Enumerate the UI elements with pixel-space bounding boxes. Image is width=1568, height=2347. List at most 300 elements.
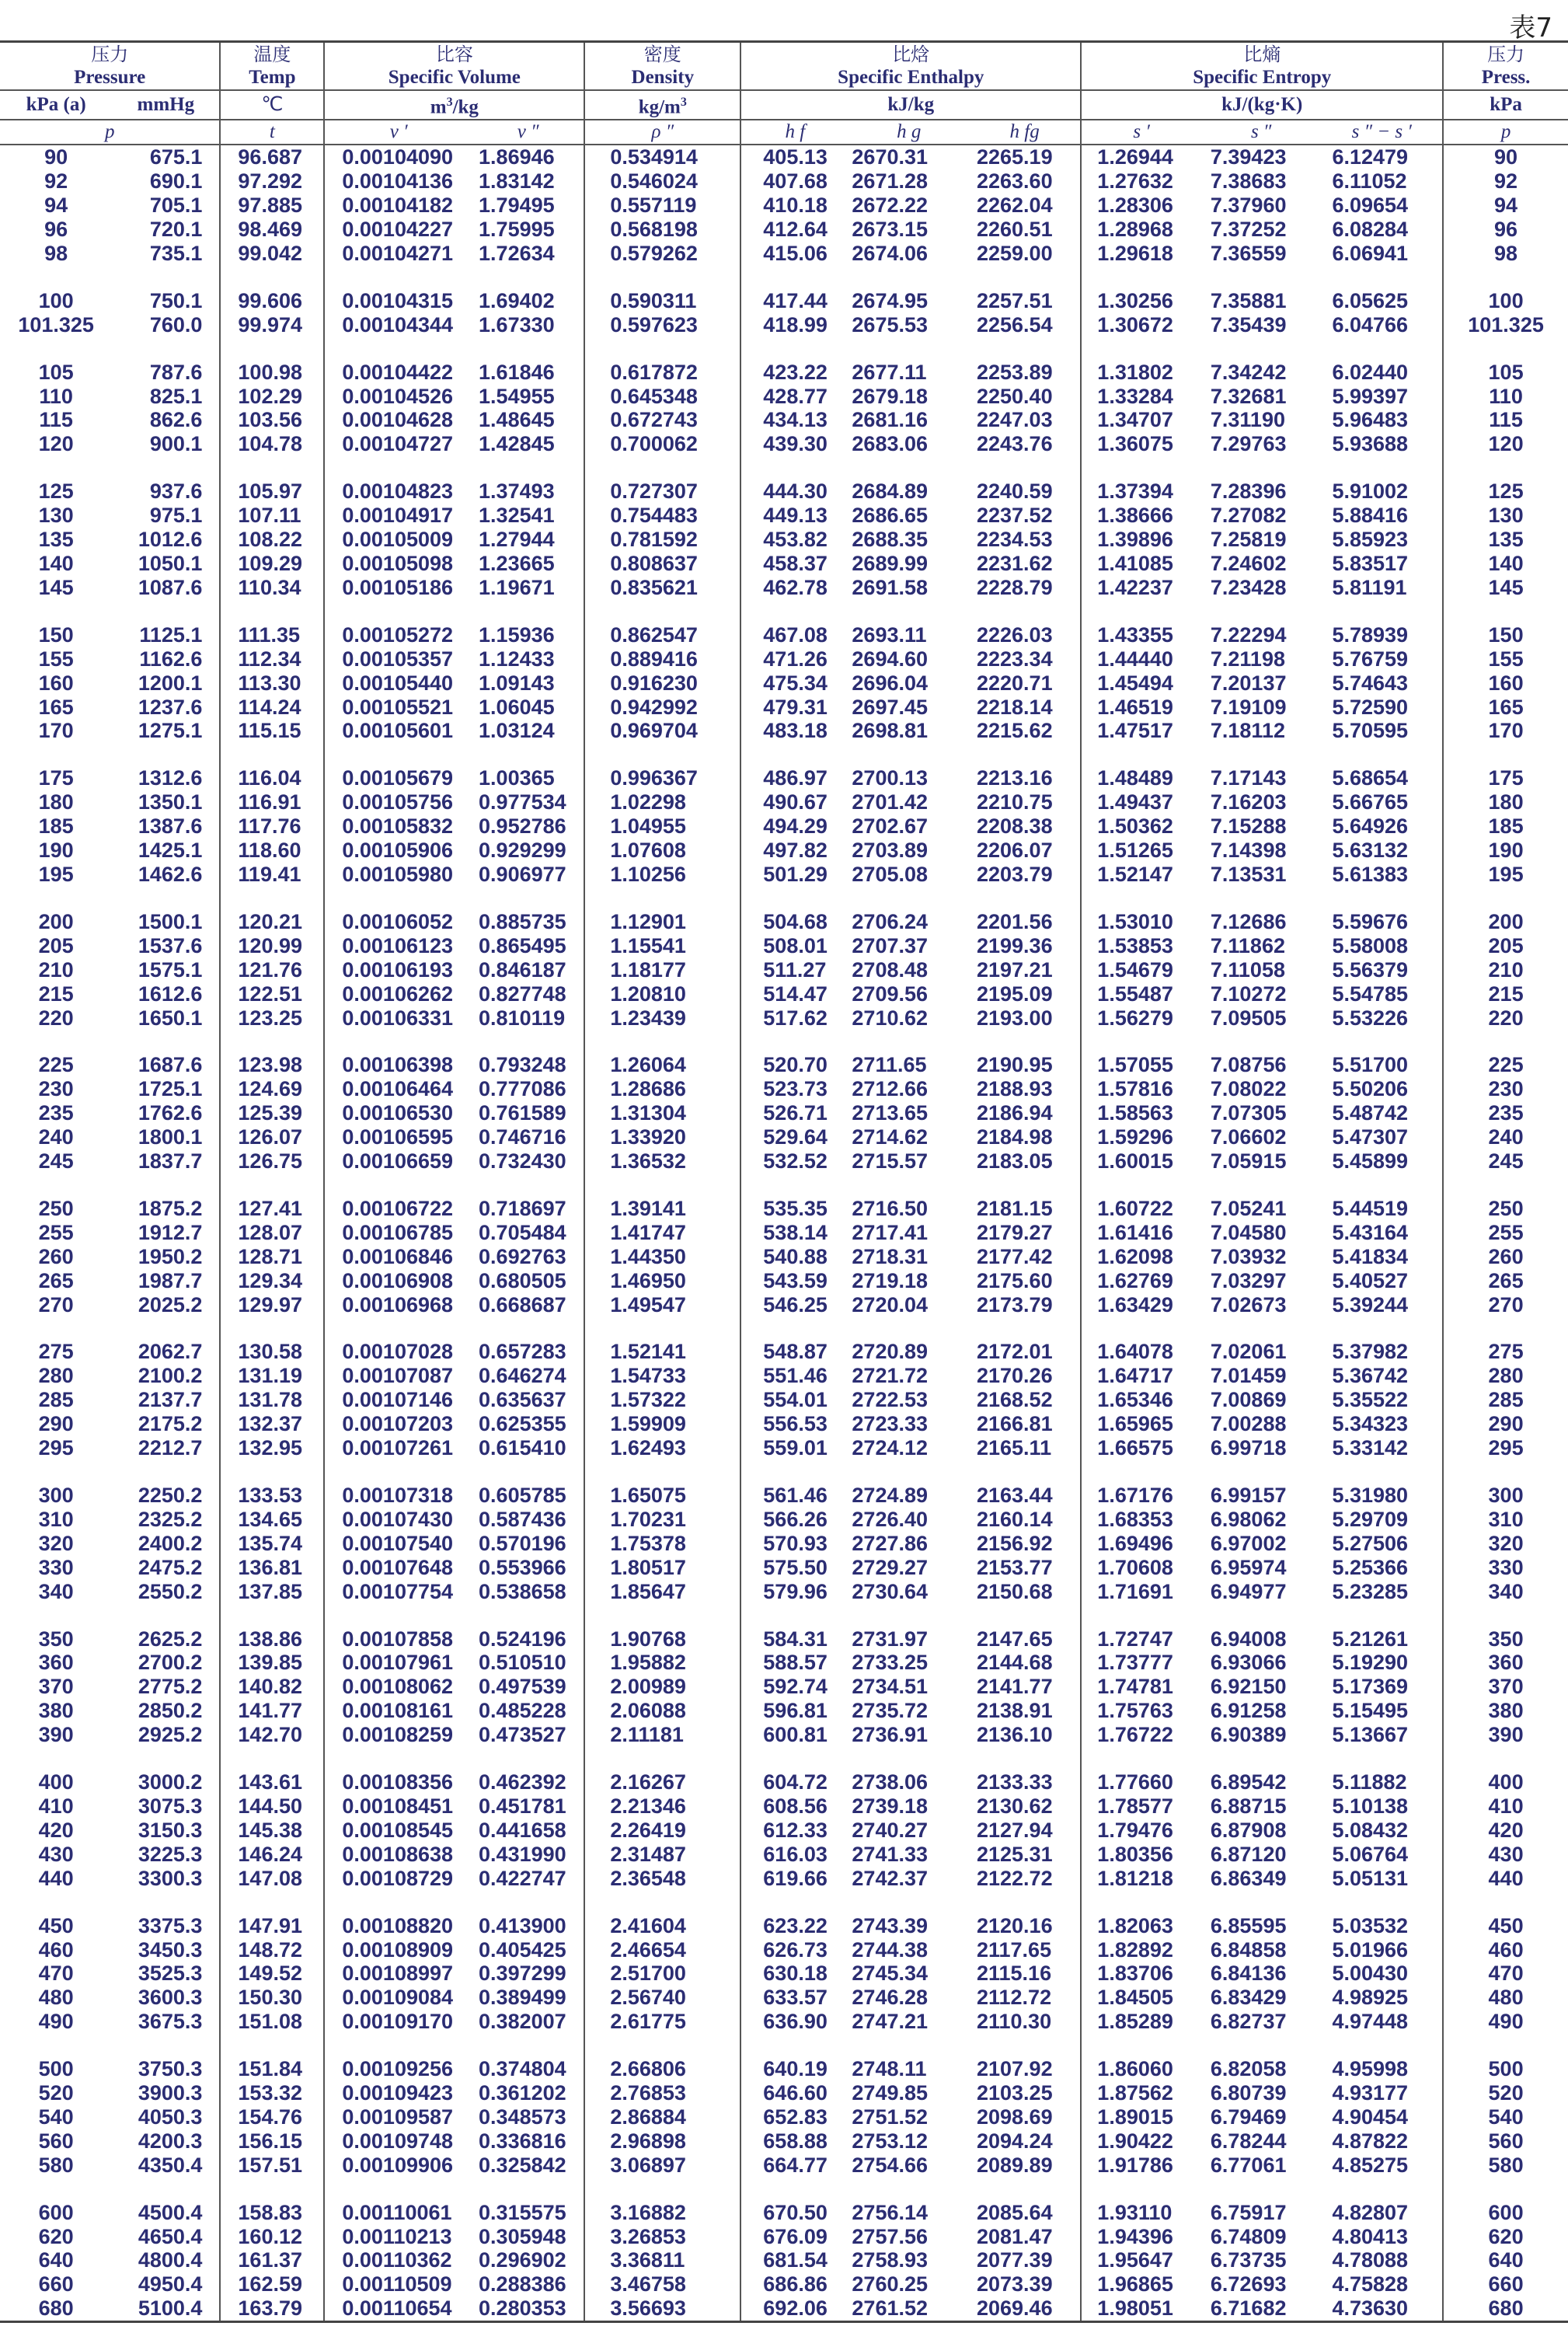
cell-h-g: 2741.33 <box>852 1842 929 1866</box>
cell-v-liquid: 0.00109748 <box>324 2129 472 2153</box>
cell-v-liquid: 0.00106398 <box>324 1053 472 1077</box>
cell-pressure-right: 430 <box>1443 1843 1568 1867</box>
cell-s-liquid: 1.44440 <box>1081 647 1201 671</box>
cell-s-vapor: 6.97002 <box>1210 1531 1287 1555</box>
cell-pressure-mmhg: 3075.3 <box>138 1794 203 1818</box>
spacer-cell <box>0 2034 112 2057</box>
cell-h-g: 2723.33 <box>852 1412 929 1436</box>
cell-temp: 102.29 <box>220 385 324 409</box>
cell-h-fg: 2256.54 <box>976 312 1053 337</box>
cell-s-diff: 5.33142 <box>1332 1436 1409 1460</box>
spacer-cell <box>0 600 112 623</box>
cell-s-liquid: 1.83706 <box>1081 1962 1201 1986</box>
cell-s-liquid: 1.43355 <box>1081 623 1201 647</box>
cell-v-liquid: 0.00109170 <box>324 2010 472 2034</box>
cell-s-diff: 5.11882 <box>1332 1770 1407 1794</box>
cell-v-vapor: 0.746716 <box>479 1125 566 1149</box>
spacer-cell <box>740 1891 848 1914</box>
spacer-cell <box>324 1174 472 1197</box>
cell-h-fg: 2170.26 <box>976 1364 1053 1388</box>
cell-pressure-kpa: 92 <box>44 169 68 194</box>
spacer-cell <box>969 337 1081 361</box>
table-row <box>0 863 1568 887</box>
cell-s-liquid: 1.80356 <box>1081 1843 1201 1867</box>
cell-s-vapor: 6.83429 <box>1210 1986 1287 2010</box>
cell-density: 0.617872 <box>584 361 740 385</box>
cell-density: 3.36811 <box>584 2248 740 2272</box>
cell-h-g: 2693.11 <box>852 622 927 647</box>
cell-pressure-mmhg: 1200.1 <box>138 671 203 695</box>
cell-h-fg: 2133.33 <box>976 1770 1053 1794</box>
cell-h-g: 2720.04 <box>852 1292 929 1316</box>
cell-v-liquid: 0.00108997 <box>324 1962 472 1986</box>
cell-v-vapor: 0.865495 <box>479 933 566 957</box>
cell-s-liquid: 1.72747 <box>1081 1627 1201 1651</box>
cell-h-g: 2694.60 <box>852 647 929 671</box>
cell-h-fg: 2160.14 <box>976 1507 1053 1531</box>
spacer-cell <box>969 1747 1081 1770</box>
cell-h-fg: 2186.94 <box>976 1101 1053 1125</box>
cell-h-g: 2729.27 <box>852 1555 929 1579</box>
spacer-cell <box>1443 1891 1568 1914</box>
table-row <box>0 1484 1568 1508</box>
cell-v-vapor: 1.12433 <box>479 647 555 671</box>
cell-pressure-right: 110 <box>1443 385 1568 409</box>
spacer-cell <box>1201 1316 1322 1340</box>
cell-density: 1.39141 <box>584 1197 740 1221</box>
cell-h-f: 523.73 <box>740 1077 848 1101</box>
cell-temp: 162.59 <box>220 2272 324 2296</box>
cell-h-fg: 2228.79 <box>976 575 1053 599</box>
cell-s-vapor: 7.03932 <box>1210 1244 1287 1268</box>
cell-h-g: 2710.62 <box>852 1006 929 1030</box>
spacer-cell <box>584 1174 740 1197</box>
spacer-cell <box>472 266 584 289</box>
cell-h-f: 407.68 <box>740 169 848 194</box>
cell-s-vapor: 7.02061 <box>1210 1340 1287 1364</box>
cell-s-liquid: 1.46519 <box>1081 696 1201 720</box>
cell-pressure-right: 490 <box>1443 2010 1568 2034</box>
spacer-cell <box>1081 2178 1201 2201</box>
cell-density: 0.534914 <box>584 145 740 169</box>
cell-temp: 141.77 <box>220 1699 324 1723</box>
spacer-cell <box>472 887 584 910</box>
cell-s-vapor: 7.35439 <box>1210 312 1287 337</box>
cell-h-fg: 2175.60 <box>976 1268 1053 1292</box>
spacer-cell <box>1321 743 1443 766</box>
cell-pressure-mmhg: 3600.3 <box>138 1986 203 2010</box>
cell-h-fg: 2112.72 <box>976 1986 1052 2010</box>
cell-h-fg: 2213.16 <box>976 766 1053 790</box>
cell-s-vapor: 6.94008 <box>1210 1627 1287 1651</box>
cell-density: 1.12901 <box>584 910 740 934</box>
cell-h-f: 566.26 <box>740 1508 848 1532</box>
cell-pressure-mmhg: 1725.1 <box>138 1077 203 1101</box>
spacer-cell <box>324 1030 472 1053</box>
cell-h-g: 2757.56 <box>852 2224 929 2248</box>
spacer-cell <box>1081 600 1201 623</box>
cell-pressure-mmhg: 1912.7 <box>138 1220 203 1244</box>
cell-v-vapor: 1.27944 <box>479 528 555 552</box>
cell-h-f: 532.52 <box>740 1149 848 1174</box>
cell-temp: 123.98 <box>220 1053 324 1077</box>
table-row <box>0 1412 1568 1436</box>
spacer-cell <box>324 887 472 910</box>
spacer-cell <box>848 1891 969 1914</box>
cell-s-vapor: 7.17143 <box>1210 766 1287 790</box>
cell-pressure-kpa: 500 <box>38 2057 74 2081</box>
cell-s-liquid: 1.62769 <box>1081 1269 1201 1293</box>
cell-temp: 137.85 <box>220 1580 324 1604</box>
cell-pressure-kpa: 190 <box>38 839 74 863</box>
group-spacer <box>0 1604 1568 1627</box>
cell-h-f: 546.25 <box>740 1293 848 1317</box>
cell-density: 2.21346 <box>584 1794 740 1819</box>
cell-density: 1.36532 <box>584 1149 740 1174</box>
table-row <box>0 1388 1568 1412</box>
spacer-cell <box>1081 1030 1201 1053</box>
spacer-cell <box>324 456 472 480</box>
cell-pressure-right: 295 <box>1443 1436 1568 1460</box>
cell-h-fg: 2203.79 <box>976 862 1053 886</box>
cell-v-vapor: 0.405425 <box>479 1937 566 1962</box>
cell-s-liquid: 1.64717 <box>1081 1364 1201 1388</box>
cell-pressure-mmhg: 4950.4 <box>138 2272 203 2296</box>
cell-h-fg: 2172.01 <box>976 1340 1053 1364</box>
table-row <box>0 1125 1568 1149</box>
spacer-cell <box>1321 1174 1443 1197</box>
spacer-cell <box>1443 1747 1568 1770</box>
cell-s-diff: 4.85275 <box>1332 2153 1409 2177</box>
cell-s-liquid: 1.42237 <box>1081 576 1201 600</box>
cell-h-fg: 2237.52 <box>976 504 1053 528</box>
cell-temp: 108.22 <box>220 528 324 552</box>
spacer-cell <box>740 266 848 289</box>
cell-pressure-right: 480 <box>1443 1986 1568 2010</box>
cell-v-vapor: 1.23665 <box>479 552 555 576</box>
table-row <box>0 552 1568 576</box>
cell-s-liquid: 1.49437 <box>1081 790 1201 814</box>
cell-h-fg: 2260.51 <box>976 218 1053 242</box>
header-entropy-cn: 比熵 <box>1081 42 1443 67</box>
cell-s-vapor: 6.89542 <box>1210 1770 1287 1794</box>
cell-temp: 96.687 <box>220 145 324 169</box>
cell-s-vapor: 6.77061 <box>1210 2153 1287 2177</box>
cell-temp: 151.08 <box>220 2010 324 2034</box>
cell-pressure-kpa: 110 <box>39 384 73 408</box>
cell-v-vapor: 0.325842 <box>479 2153 566 2177</box>
symbol-hg: h g <box>848 120 969 145</box>
cell-s-diff: 5.40527 <box>1332 1268 1409 1292</box>
spacer-cell <box>969 743 1081 766</box>
cell-pressure-mmhg: 1012.6 <box>138 528 203 552</box>
cell-h-g: 2679.18 <box>852 384 929 408</box>
cell-pressure-right: 420 <box>1443 1819 1568 1843</box>
cell-v-vapor: 0.413900 <box>479 1913 566 1937</box>
spacer-cell <box>1443 887 1568 910</box>
cell-pressure-mmhg: 2100.2 <box>138 1364 203 1388</box>
spacer-cell <box>472 2178 584 2201</box>
cell-v-liquid: 0.00109423 <box>324 2081 472 2105</box>
cell-temp: 114.24 <box>220 696 324 720</box>
cell-v-vapor: 1.00365 <box>479 766 555 790</box>
cell-density: 2.36548 <box>584 1867 740 1891</box>
spacer-cell <box>112 600 220 623</box>
cell-s-liquid: 1.69496 <box>1081 1532 1201 1556</box>
cell-h-fg: 2163.44 <box>976 1484 1053 1508</box>
cell-pressure-kpa: 160 <box>38 671 74 695</box>
cell-v-vapor: 0.646274 <box>479 1364 566 1388</box>
cell-pressure-mmhg: 2212.7 <box>138 1436 203 1460</box>
cell-h-g: 2722.53 <box>852 1388 929 1412</box>
cell-h-g: 2751.52 <box>852 2105 929 2129</box>
table-row <box>0 1197 1568 1221</box>
cell-s-vapor: 7.37252 <box>1210 218 1287 242</box>
cell-density: 0.889416 <box>584 647 740 671</box>
cell-h-f: 517.62 <box>740 1006 848 1031</box>
cell-s-vapor: 6.95974 <box>1210 1555 1287 1579</box>
cell-v-vapor: 0.761589 <box>479 1101 566 1125</box>
cell-pressure-mmhg: 1050.1 <box>138 552 203 576</box>
cell-h-fg: 2147.65 <box>976 1627 1053 1651</box>
cell-h-g: 2748.11 <box>852 2057 927 2081</box>
spacer-cell <box>324 2034 472 2057</box>
cell-pressure-mmhg: 3450.3 <box>138 1937 203 1962</box>
cell-density: 3.26853 <box>584 2225 740 2249</box>
spacer-cell <box>1201 600 1322 623</box>
cell-s-diff: 5.47307 <box>1332 1125 1409 1149</box>
cell-pressure-kpa: 310 <box>38 1507 74 1531</box>
cell-h-fg: 2136.10 <box>976 1723 1053 1747</box>
spacer-cell <box>740 2178 848 2201</box>
cell-s-vapor: 7.25819 <box>1210 528 1287 552</box>
cell-s-diff: 5.41834 <box>1332 1244 1409 1268</box>
cell-pressure-right: 265 <box>1443 1269 1568 1293</box>
table-row <box>0 2129 1568 2153</box>
cell-h-g: 2714.62 <box>852 1125 929 1149</box>
table-row <box>0 1651 1568 1675</box>
cell-pressure-right: 460 <box>1443 1938 1568 1962</box>
cell-pressure-kpa: 540 <box>38 2105 74 2129</box>
cell-pressure-mmhg: 3525.3 <box>138 1962 203 1986</box>
table-row <box>0 1436 1568 1460</box>
cell-s-vapor: 7.23428 <box>1210 575 1287 599</box>
cell-temp: 144.50 <box>220 1794 324 1819</box>
cell-s-liquid: 1.67176 <box>1081 1484 1201 1508</box>
cell-temp: 103.56 <box>220 408 324 432</box>
cell-pressure-kpa: 470 <box>38 1962 74 1986</box>
cell-s-vapor: 7.28396 <box>1210 480 1287 504</box>
cell-pressure-kpa: 360 <box>38 1651 74 1675</box>
cell-h-g: 2718.31 <box>852 1244 929 1268</box>
cell-density: 2.11181 <box>584 1723 740 1747</box>
cell-temp: 150.30 <box>220 1986 324 2010</box>
cell-s-vapor: 7.18112 <box>1210 719 1285 743</box>
spacer-cell <box>848 337 969 361</box>
cell-s-vapor: 6.91258 <box>1210 1699 1287 1723</box>
cell-s-liquid: 1.98051 <box>1081 2296 1201 2321</box>
cell-v-liquid: 0.00106659 <box>324 1149 472 1174</box>
cell-pressure-right: 310 <box>1443 1508 1568 1532</box>
cell-h-g: 2684.89 <box>852 480 929 504</box>
cell-s-diff: 5.08432 <box>1332 1818 1409 1842</box>
cell-s-liquid: 1.57816 <box>1081 1077 1201 1101</box>
spacer-cell <box>969 1891 1081 1914</box>
cell-s-diff: 5.78939 <box>1332 622 1409 647</box>
cell-pressure-kpa: 120 <box>38 432 74 456</box>
cell-v-liquid: 0.00105009 <box>324 528 472 552</box>
cell-s-liquid: 1.57055 <box>1081 1053 1201 1077</box>
spacer-cell <box>1443 1030 1568 1053</box>
cell-h-g: 2760.25 <box>852 2272 929 2296</box>
cell-s-liquid: 1.64078 <box>1081 1340 1201 1364</box>
cell-h-f: 520.70 <box>740 1053 848 1077</box>
cell-pressure-mmhg: 4500.4 <box>138 2200 203 2224</box>
cell-pressure-mmhg: 3150.3 <box>138 1818 203 1842</box>
cell-h-f: 504.68 <box>740 910 848 934</box>
cell-density: 3.56693 <box>584 2296 740 2321</box>
cell-pressure-right: 215 <box>1443 982 1568 1006</box>
cell-s-vapor: 7.11058 <box>1210 957 1285 982</box>
cell-v-liquid: 0.00104136 <box>324 169 472 194</box>
cell-h-f: 514.47 <box>740 982 848 1006</box>
cell-pressure-right: 235 <box>1443 1101 1568 1125</box>
cell-v-vapor: 0.497539 <box>479 1675 566 1699</box>
group-spacer <box>0 600 1568 623</box>
cell-pressure-kpa: 280 <box>38 1364 74 1388</box>
cell-pressure-right: 600 <box>1443 2201 1568 2225</box>
spacer-cell <box>848 1174 969 1197</box>
cell-h-f: 508.01 <box>740 934 848 958</box>
cell-h-fg: 2089.89 <box>976 2153 1053 2177</box>
cell-h-fg: 2218.14 <box>976 695 1053 719</box>
cell-density: 1.62493 <box>584 1436 740 1460</box>
cell-s-diff: 4.73630 <box>1321 2296 1443 2321</box>
cell-temp: 126.07 <box>220 1125 324 1149</box>
spacer-cell <box>1321 887 1443 910</box>
cell-pressure-right: 130 <box>1443 504 1568 528</box>
cell-pressure-kpa: 370 <box>38 1675 74 1699</box>
cell-pressure-right: 270 <box>1443 1293 1568 1317</box>
cell-v-vapor: 0.605785 <box>479 1484 566 1508</box>
cell-h-f: 658.88 <box>740 2129 848 2153</box>
cell-s-vapor: 6.82058 <box>1210 2057 1287 2081</box>
cell-pressure-right: 180 <box>1443 790 1568 814</box>
cell-pressure-kpa: 175 <box>38 766 74 790</box>
cell-v-vapor: 0.692763 <box>479 1244 566 1268</box>
cell-h-g: 2674.06 <box>852 241 929 265</box>
cell-temp: 123.25 <box>220 1006 324 1031</box>
cell-s-liquid: 1.86060 <box>1081 2057 1201 2081</box>
cell-s-diff: 5.23285 <box>1332 1579 1409 1603</box>
spacer-cell <box>1321 1460 1443 1484</box>
cell-v-liquid: 0.00104315 <box>324 289 472 313</box>
cell-pressure-kpa: 460 <box>38 1937 74 1962</box>
cell-h-g: 2753.12 <box>852 2129 929 2153</box>
spacer-cell <box>220 266 324 289</box>
cell-v-liquid: 0.00107430 <box>324 1508 472 1532</box>
cell-pressure-mmhg: 1237.6 <box>138 695 203 719</box>
cell-s-vapor: 7.21198 <box>1210 647 1285 671</box>
cell-h-fg: 2141.77 <box>976 1675 1053 1699</box>
cell-v-liquid: 0.00108356 <box>324 1770 472 1794</box>
cell-pressure-kpa: 200 <box>38 909 74 933</box>
cell-s-diff: 5.17369 <box>1332 1675 1409 1699</box>
cell-h-f: 458.37 <box>740 552 848 576</box>
cell-pressure-kpa: 295 <box>38 1436 74 1460</box>
cell-s-liquid: 1.28306 <box>1081 194 1201 218</box>
spacer-cell <box>584 743 740 766</box>
cell-temp: 121.76 <box>220 958 324 982</box>
cell-pressure-mmhg: 705.1 <box>149 194 203 218</box>
cell-density: 3.46758 <box>584 2272 740 2296</box>
cell-v-vapor: 0.296902 <box>479 2248 566 2272</box>
cell-pressure-kpa: 235 <box>38 1101 74 1125</box>
cell-s-liquid: 1.77660 <box>1081 1770 1201 1794</box>
cell-v-vapor: 0.510510 <box>479 1651 566 1675</box>
table-row <box>0 432 1568 456</box>
cell-density: 1.80517 <box>584 1556 740 1580</box>
cell-s-diff: 5.81191 <box>1332 575 1407 599</box>
cell-h-fg: 2183.05 <box>976 1149 1053 1174</box>
cell-pressure-kpa: 390 <box>38 1723 74 1747</box>
cell-s-diff: 5.31980 <box>1332 1484 1409 1508</box>
cell-density: 2.41604 <box>584 1914 740 1938</box>
cell-s-liquid: 1.58563 <box>1081 1101 1201 1125</box>
cell-s-diff: 4.82807 <box>1332 2200 1409 2224</box>
cell-temp: 147.91 <box>220 1914 324 1938</box>
cell-v-vapor: 0.705484 <box>479 1220 566 1244</box>
cell-h-g: 2746.28 <box>852 1986 929 2010</box>
cell-pressure-right: 255 <box>1443 1221 1568 1245</box>
cell-pressure-kpa: 255 <box>38 1220 74 1244</box>
cell-s-liquid: 1.68353 <box>1081 1508 1201 1532</box>
cell-pressure-right: 155 <box>1443 647 1568 671</box>
cell-s-diff: 6.12479 <box>1332 145 1409 169</box>
cell-h-f: 483.18 <box>740 719 848 743</box>
cell-pressure-kpa: 90 <box>44 145 68 169</box>
cell-s-vapor: 7.24602 <box>1210 552 1287 576</box>
cell-v-liquid: 0.00105756 <box>324 790 472 814</box>
cell-h-fg: 2243.76 <box>976 432 1053 456</box>
cell-v-liquid: 0.00108820 <box>324 1914 472 1938</box>
cell-temp: 143.61 <box>220 1770 324 1794</box>
cell-pressure-right: 250 <box>1443 1197 1568 1221</box>
cell-h-f: 588.57 <box>740 1651 848 1675</box>
cell-v-liquid: 0.00108161 <box>324 1699 472 1723</box>
cell-pressure-right: 105 <box>1443 361 1568 385</box>
cell-pressure-kpa: 640 <box>38 2248 74 2272</box>
table-row <box>0 1293 1568 1317</box>
cell-pressure-mmhg: 1425.1 <box>138 839 203 863</box>
cell-s-vapor: 7.14398 <box>1210 839 1287 863</box>
cell-pressure-mmhg: 1312.6 <box>138 766 203 790</box>
cell-v-vapor: 0.680505 <box>479 1268 566 1292</box>
cell-h-fg: 2069.46 <box>969 2296 1081 2321</box>
cell-density: 0.546024 <box>584 169 740 194</box>
cell-h-g: 2681.16 <box>852 408 929 432</box>
spacer-cell <box>0 337 112 361</box>
table-row <box>0 910 1568 934</box>
cell-s-liquid: 1.29618 <box>1081 242 1201 266</box>
spacer-cell <box>112 1604 220 1627</box>
cell-s-liquid: 1.66575 <box>1081 1436 1201 1460</box>
cell-pressure-kpa: 300 <box>38 1484 74 1508</box>
cell-pressure-mmhg: 735.1 <box>149 241 203 265</box>
cell-v-liquid: 0.00108062 <box>324 1675 472 1699</box>
spacer-cell <box>969 266 1081 289</box>
cell-s-vapor: 6.86349 <box>1210 1866 1287 1890</box>
